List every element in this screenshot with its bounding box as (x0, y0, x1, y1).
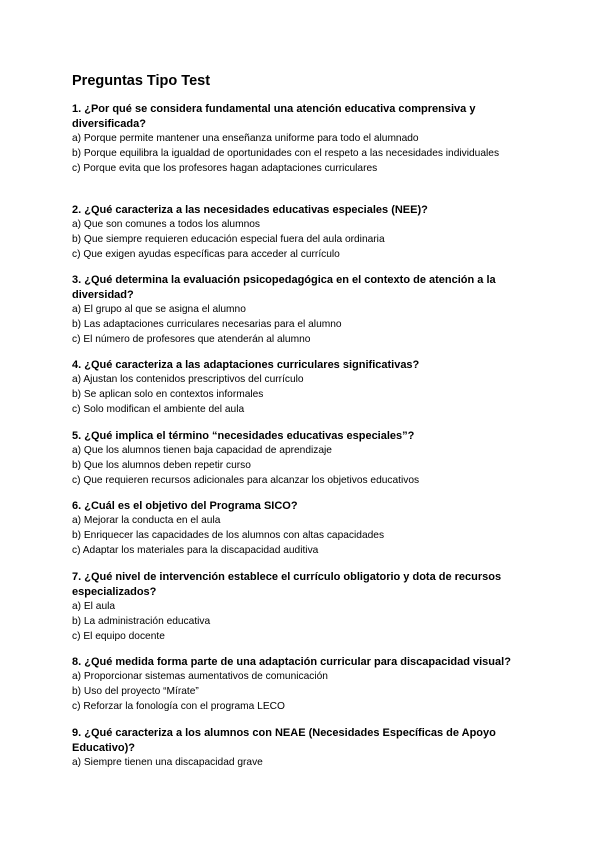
page-title: Preguntas Tipo Test (72, 73, 211, 89)
option-b: b) Enriquecer las capacidades de los alumnos con altas capacidades (72, 529, 385, 541)
option-a: a) El aula (72, 601, 116, 612)
question-text: 2. ¿Qué caracteriza a las necesidades educativas especiales (NEE)? (72, 204, 428, 216)
question-text: 5. ¿Qué implica el término “necesidades educativas especiales”? (72, 430, 415, 442)
option-b: b) Las adaptaciones curriculares necesarias para el alumno (72, 318, 342, 330)
question-4 (72, 358, 512, 417)
option-a: a) Siempre tienen una discapacidad grave (72, 757, 263, 768)
question-text: 1. ¿Por qué se considera fundamental una atención educativa comprensiva y diversificada? (72, 103, 476, 130)
question-8 (72, 655, 512, 714)
option-c: c) Reforzar la fonología con el programa LECO (72, 700, 285, 712)
option-a: a) Ajustan los contenidos prescriptivos del currículo (72, 374, 304, 385)
option-a: a) Mejorar la conducta en el aula (72, 515, 221, 526)
option-b: b) La administración educativa (72, 615, 211, 627)
option-c: c) Adaptar los materiales para la discapacidad auditiva (72, 544, 319, 556)
option-b: b) Uso del proyecto “Mírate” (72, 685, 199, 697)
option-c: c) El número de profesores que atenderán al alumno (72, 333, 311, 345)
question-1 (72, 102, 512, 176)
question-text: 7. ¿Qué nivel de intervención establece el currículo obligatorio y dota de recursos especializados? (72, 571, 502, 598)
option-a: a) Proporcionar sistemas aumentativos de comunicación (72, 671, 328, 682)
option-c: c) Que requieren recursos adicionales para alcanzar los objetivos educativos (72, 474, 420, 486)
question-text: 4. ¿Qué caracteriza a las adaptaciones curriculares significativas? (72, 359, 420, 371)
option-b: b) Que siempre requieren educación especial fuera del aula ordinaria (72, 233, 385, 245)
question-text: 8. ¿Qué medida forma parte de una adaptación curricular para discapacidad visual? (72, 656, 511, 668)
option-a: a) Porque permite mantener una enseñanza uniforme para todo el alumnado (72, 133, 419, 144)
question-2 (72, 203, 512, 262)
option-b: b) Se aplican solo en contextos informales (72, 388, 264, 400)
question-text: 3. ¿Qué determina la evaluación psicopedagógica en el contexto de atención a la diversidad? (72, 274, 496, 301)
question-9 (72, 726, 512, 771)
option-c: c) Que exigen ayudas específicas para acceder al currículo (72, 248, 340, 260)
question-text: 6. ¿Cuál es el objetivo del Programa SICO? (72, 500, 298, 512)
option-a: a) El grupo al que se asigna el alumno (72, 304, 246, 315)
option-c: c) Solo modifican el ambiente del aula (72, 403, 245, 415)
question-5 (72, 429, 512, 488)
option-b: b) Porque equilibra la igualdad de oportunidades con el respeto a las necesidades individuales (72, 147, 500, 159)
question-text: 9. ¿Qué caracteriza a los alumnos con NEAE (Necesidades Específicas de Apoyo Educativo)? (72, 727, 496, 754)
question-6 (72, 499, 512, 558)
option-a: a) Que los alumnos tienen baja capacidad de aprendizaje (72, 445, 332, 456)
option-c: c) El equipo docente (72, 630, 165, 642)
option-b: b) Que los alumnos deben repetir curso (72, 459, 251, 471)
option-a: a) Que son comunes a todos los alumnos (72, 219, 261, 230)
question-7 (72, 570, 512, 644)
question-3 (72, 273, 512, 347)
option-c: c) Porque evita que los profesores hagan adaptaciones curriculares (72, 162, 378, 174)
